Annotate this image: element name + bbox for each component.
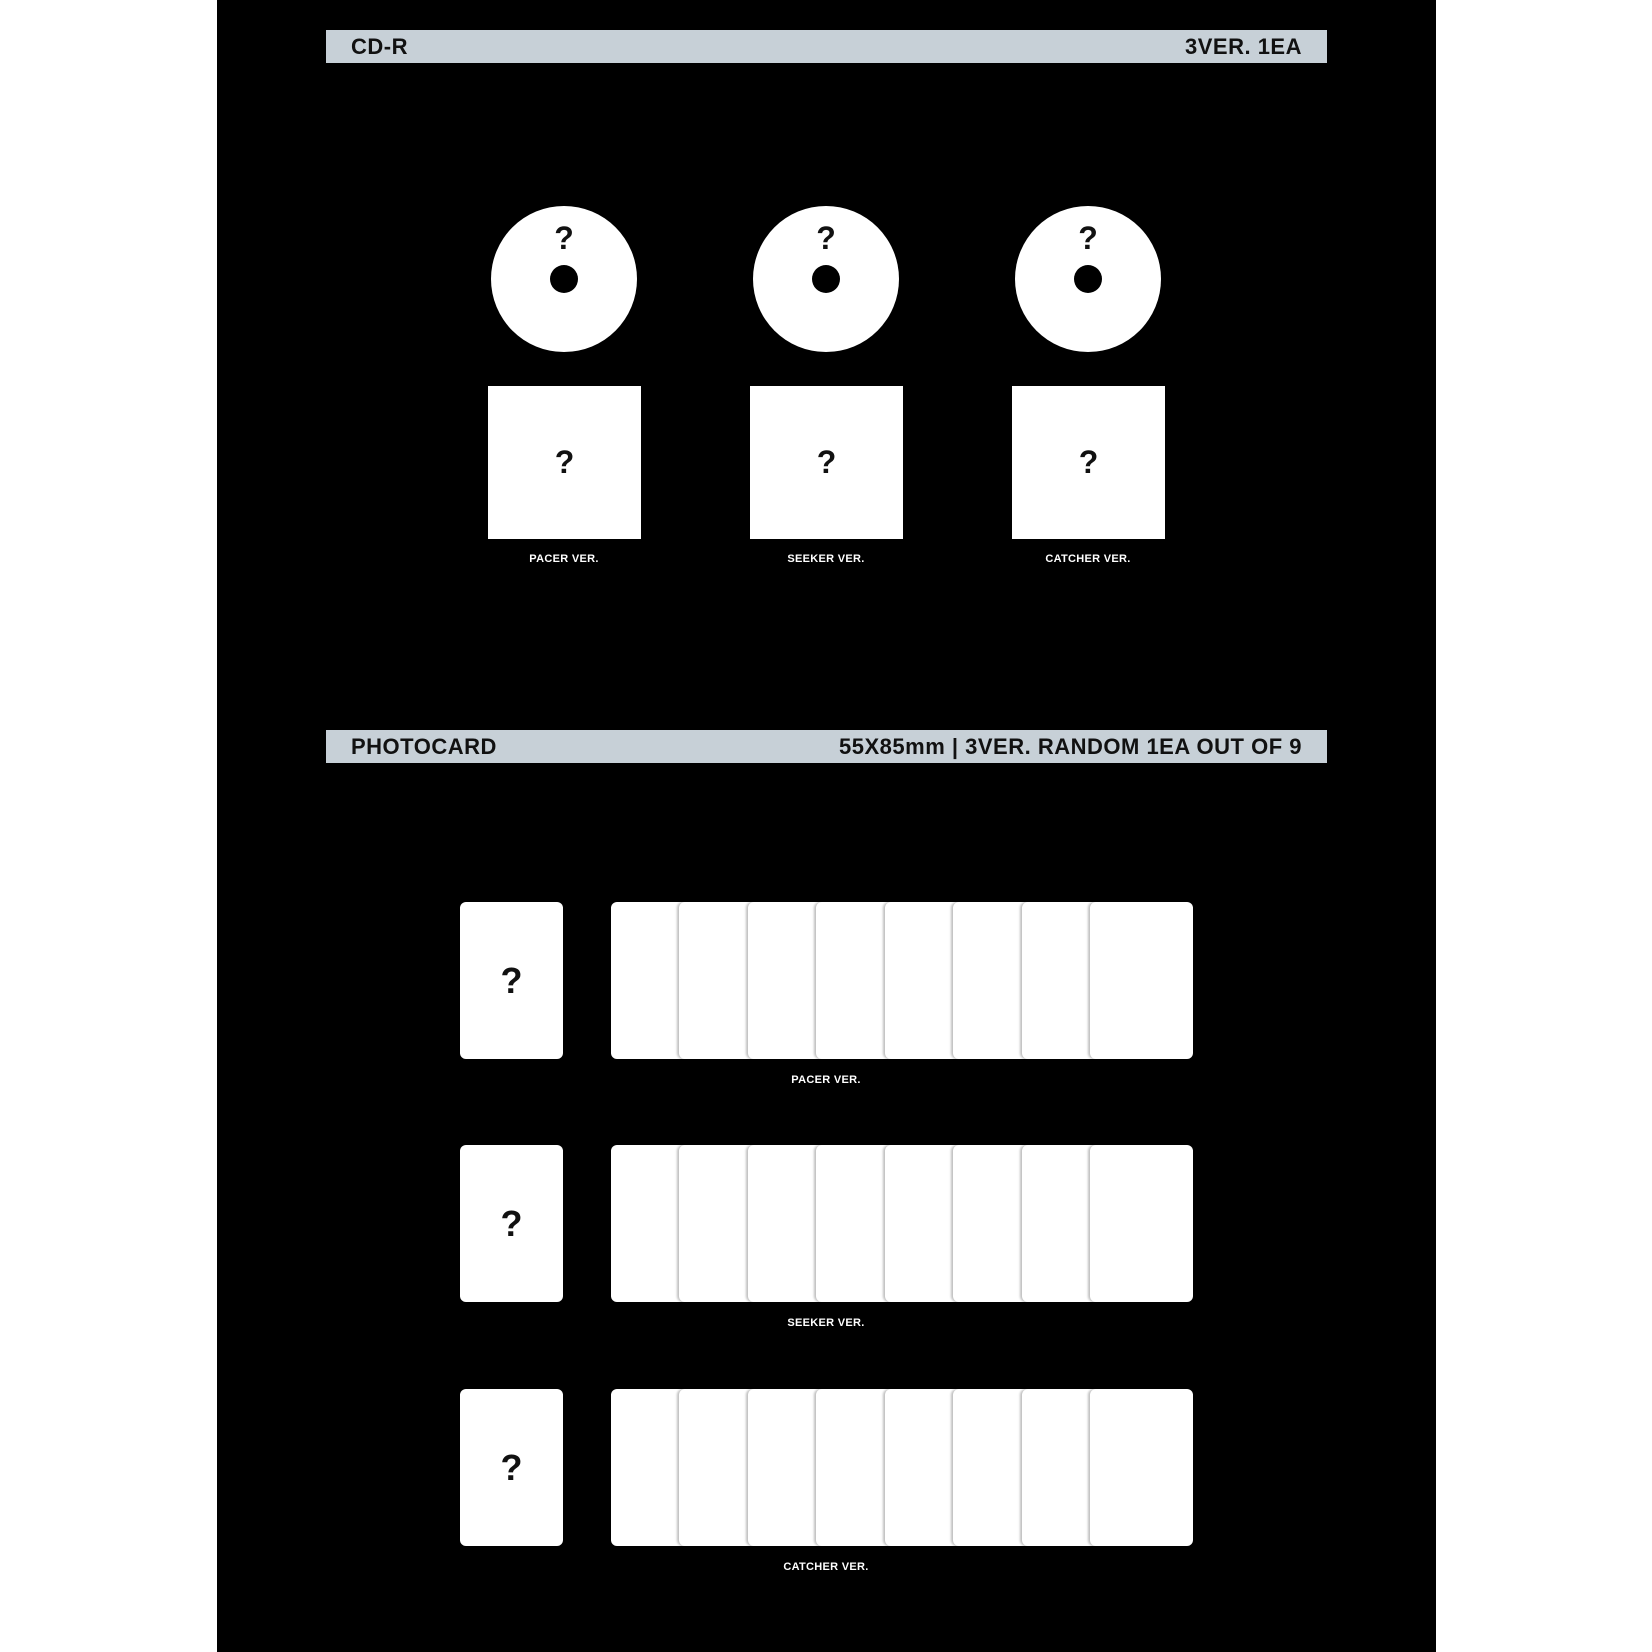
disc-hole: [550, 265, 578, 293]
photocard-version-label-pacer: PACER VER.: [791, 1074, 861, 1086]
question-mark-icon: ?: [500, 959, 523, 1001]
photocard-back: [1090, 1389, 1193, 1546]
photocard-section-title: PHOTOCARD: [351, 733, 497, 759]
question-mark-icon: ?: [816, 444, 837, 480]
question-mark-icon: ?: [816, 220, 836, 256]
photocard-version-label-catcher: CATCHER VER.: [783, 1561, 869, 1573]
disc-hole: [812, 265, 840, 293]
question-mark-icon: ?: [500, 1202, 523, 1244]
photocard-section-header: [326, 730, 1327, 763]
question-mark-icon: ?: [1078, 220, 1098, 256]
photocard-single-catcher: [460, 1389, 563, 1546]
cd-disc-catcher: [1015, 206, 1161, 352]
cd-section-header: [326, 30, 1327, 63]
photocard-stack-pacer: [611, 902, 1193, 1059]
photocard-stack-catcher: [611, 1389, 1193, 1546]
photocard-section-detail: 55X85mm | 3VER. RANDOM 1EA OUT OF 9: [839, 733, 1302, 759]
cd-section-detail: 3VER. 1EA: [1185, 33, 1302, 59]
cd-version-label-pacer: PACER VER.: [529, 553, 599, 565]
cd-disc-seeker: [753, 206, 899, 352]
question-mark-icon: ?: [500, 1446, 523, 1488]
question-mark-icon: ?: [554, 220, 574, 256]
photocard-back: [1090, 1145, 1193, 1302]
photocard-single-seeker: [460, 1145, 563, 1302]
cd-cover-catcher: [1012, 386, 1165, 539]
cd-disc-pacer: [491, 206, 637, 352]
photocard-stack-seeker: [611, 1145, 1193, 1302]
photocard-version-label-seeker: SEEKER VER.: [787, 1317, 865, 1329]
photocard-single-pacer: [460, 902, 563, 1059]
photocard-back: [1090, 902, 1193, 1059]
cd-version-label-seeker: SEEKER VER.: [787, 553, 865, 565]
question-mark-icon: ?: [1078, 444, 1099, 480]
question-mark-icon: ?: [554, 444, 575, 480]
cd-section-title: CD-R: [351, 33, 408, 59]
disc-hole: [1074, 265, 1102, 293]
cd-cover-pacer: [488, 386, 641, 539]
cd-version-label-catcher: CATCHER VER.: [1045, 553, 1131, 565]
cd-cover-seeker: [750, 386, 903, 539]
